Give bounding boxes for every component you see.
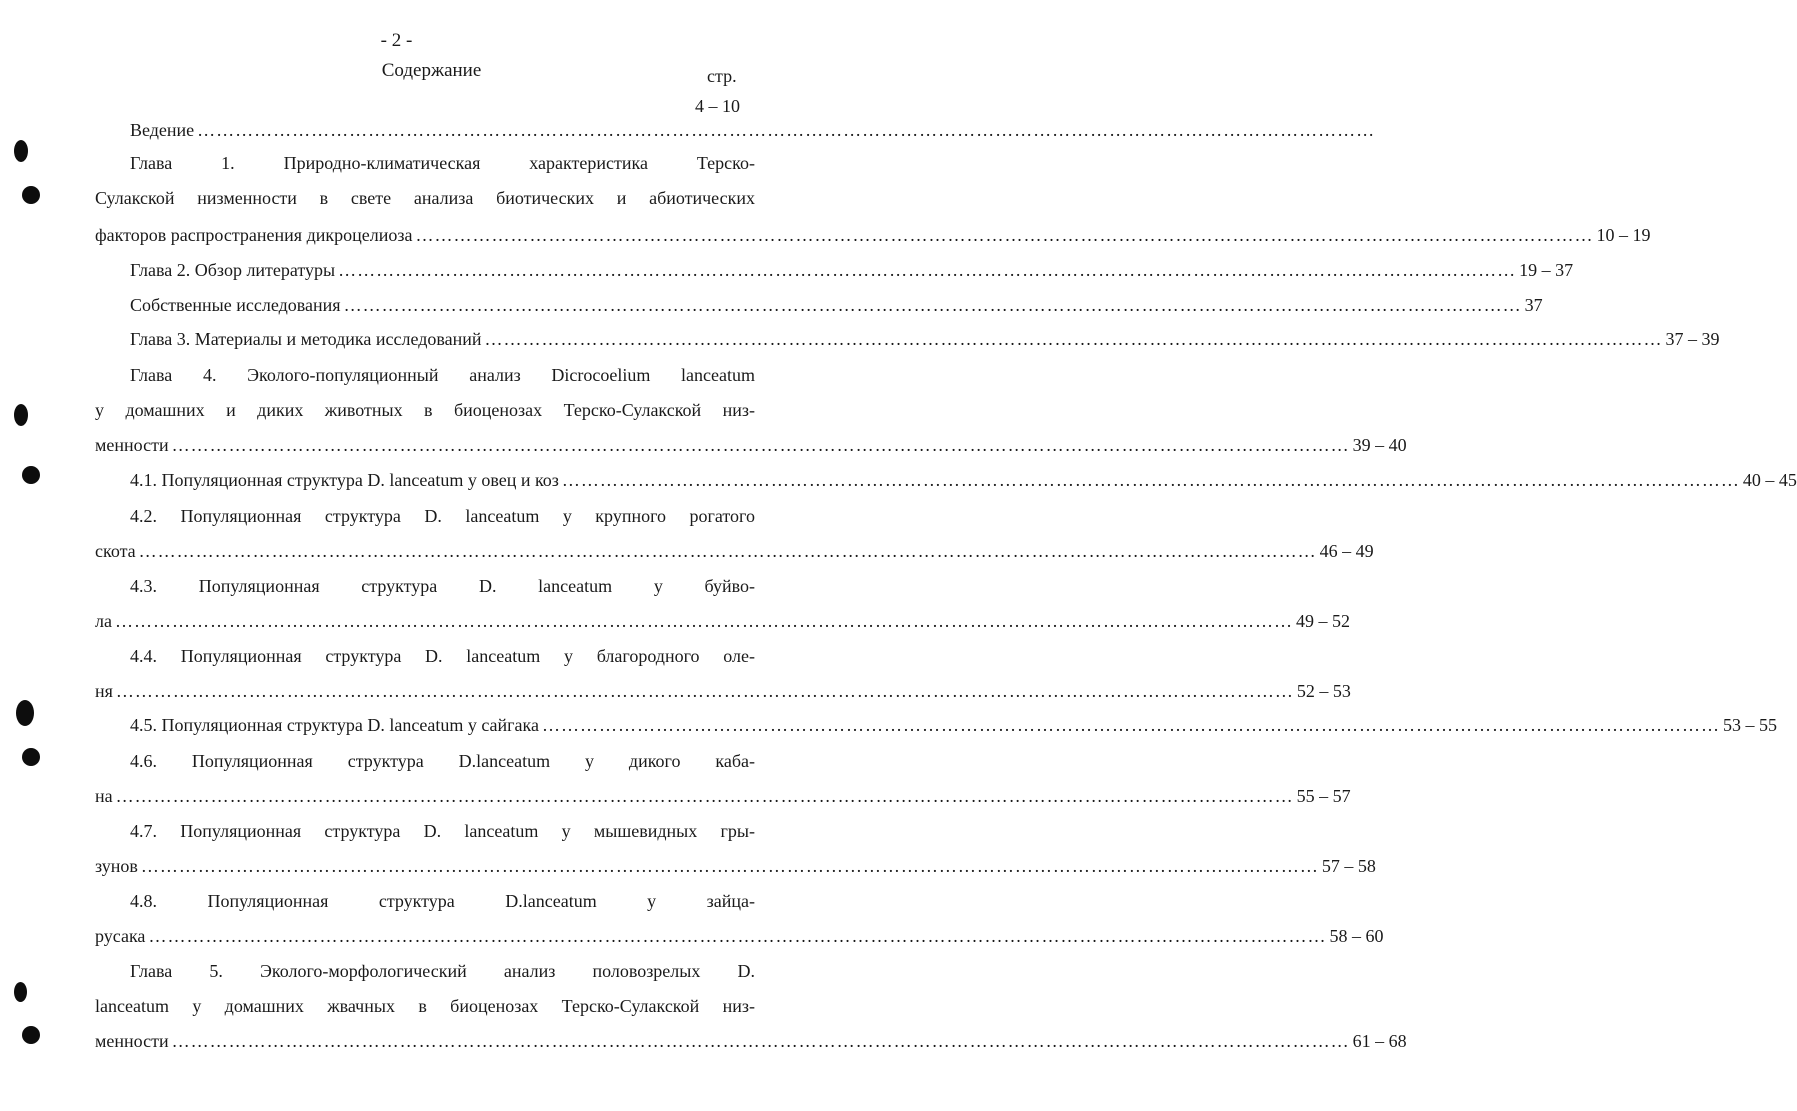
toc-leader: …………………………………………………………………………………………………………………………………………………………………… [561,470,1740,490]
toc-entry-text: менности [95,1031,169,1051]
toc-entry-chapter4-cont: у домашних и диких животных в биоценозах Терско-Сулакской низ- [95,400,755,420]
toc-leader: …………………………………………………………………………………………………………………………………………………………………… [171,1031,1350,1051]
toc-entry-chapter5: Глава 5. Эколого-морфологический анализ половозрелых D. [130,961,755,981]
toc-leader: …………………………………………………………………………………………………………………………………………………………………… [148,926,1327,946]
toc-entry-text: русака [95,926,146,946]
toc-page-ref: 55 – 57 [1296,786,1351,806]
toc-entry-4-7-end [95,853,1376,879]
toc-leader: …………………………………………………………………………………………………………………………………………………………………… [338,260,1517,280]
toc-entry-4-8: 4.8. Популяционная структура D.lanceatum у зайца- [130,891,755,911]
toc-entry-4-4: 4.4. Популяционная структура D. lanceatum у благородного оле- [130,646,755,666]
binder-hole [22,748,40,766]
toc-page-ref: 52 – 53 [1296,681,1351,701]
toc-page-ref: 10 – 19 [1596,225,1651,245]
toc-entry-text: Глава 2. Обзор литературы [130,260,336,280]
toc-entry-text: зунов [95,856,138,876]
toc-entry-own-research [130,292,1543,318]
toc-leader: …………………………………………………………………………………………………………………………………………………………………… [197,120,1376,140]
toc-entry-text: Глава 3. Материалы и методика исследований [130,329,482,349]
page-number: - 2 - [380,30,413,51]
binder-hole [22,466,40,484]
toc-leader: …………………………………………………………………………………………………………………………………………………………………… [114,611,1293,631]
toc-entry-chapter1: Глава 1. Природно-климатическая характеристика Терско- [130,153,755,173]
toc-leader: …………………………………………………………………………………………………………………………………………………………………… [171,435,1350,455]
toc-leader: …………………………………………………………………………………………………………………………………………………………………… [140,856,1319,876]
binder-hole [22,1026,40,1044]
page-title: Содержание [381,60,482,81]
toc-entry-text: 4.1. Популяционная структура D. lanceatum у овец и коз [130,470,559,490]
toc-page-ref: 40 – 45 [1742,470,1797,490]
toc-entry-4-6: 4.6. Популяционная структура D.lanceatum у дикого каба- [130,751,755,771]
toc-page-ref: 4 – 10 [695,96,740,116]
binder-hole [16,700,34,726]
binder-hole [14,982,27,1002]
toc-entry-chapter1-end [95,222,1651,248]
toc-leader: …………………………………………………………………………………………………………………………………………………………………… [115,786,1294,806]
toc-entry-4-3-end [95,608,1350,634]
toc-page-ref: 49 – 52 [1295,611,1350,631]
toc-entry-4-8-end [95,923,1384,949]
toc-entry-4-2-end [95,538,1374,564]
toc-entry-text: ня [95,681,113,701]
binder-hole [14,404,28,426]
toc-page-ref: 39 – 40 [1352,435,1407,455]
toc-entry-4-5 [130,712,1777,738]
binder-hole [14,140,28,162]
toc-entry-chapter5-cont: lanceatum у домашних жвачных в биоценозах Терско-Сулакской низ- [95,996,755,1016]
toc-entry-chapter3 [130,326,1720,352]
toc-entry-4-2: 4.2. Популяционная структура D. lanceatum у крупного рогатого [130,506,755,526]
toc-entry-4-6-end [95,783,1351,809]
binder-hole [22,186,40,204]
toc-entry-text: 4.5. Популяционная структура D. lanceatum у сайгака [130,715,539,735]
page-column-label: стр. [707,66,737,86]
toc-page-ref: 53 – 55 [1723,715,1777,735]
toc-page-ref: 61 – 68 [1352,1031,1407,1051]
toc-entry-chapter5-end [95,1028,1407,1054]
toc-page-ref: 19 – 37 [1519,260,1574,280]
toc-entry-text: факторов распространения дикроцелиоза [95,225,413,245]
toc-entry-4-1 [130,467,1797,493]
toc-page-ref: 57 – 58 [1321,856,1376,876]
toc-entry-text: Собственные исследования [130,295,341,315]
toc-page-ref: 37 – 39 [1665,329,1720,349]
toc-entry-text: менности [95,435,169,455]
toc-leader: …………………………………………………………………………………………………………………………………………………………………… [138,541,1317,561]
toc-page-ref: 37 [1524,295,1543,315]
toc-entry-chapter1-cont: Сулакской низменности в свете анализа биотических и абиотических [95,188,755,208]
toc-entry-4-3: 4.3. Популяционная структура D. lanceatum у буйво- [130,576,755,596]
toc-entry-text: ла [95,611,112,631]
toc-entry-text: на [95,786,113,806]
toc-entry-4-7: 4.7. Популяционная структура D. lanceatum у мышевидных гры- [130,821,755,841]
toc-entry-text: Ведение [130,120,195,140]
toc-leader: …………………………………………………………………………………………………………………………………………………………………… [343,295,1522,315]
toc-leader: …………………………………………………………………………………………………………………………………………………………………… [542,715,1720,735]
toc-entry-chapter2 [130,257,1574,283]
toc-page-ref: 58 – 60 [1329,926,1384,946]
toc-leader: …………………………………………………………………………………………………………………………………………………………………… [484,329,1663,349]
toc-entry-text: скота [95,541,136,561]
toc-entry-4-4-end [95,678,1351,704]
toc-leader: …………………………………………………………………………………………………………………………………………………………………… [415,225,1594,245]
toc-entry-chapter4: Глава 4. Эколого-популяционный анализ Dicrocoelium lanceatum [130,365,755,385]
toc-entry-chapter4-end [95,432,1407,458]
toc-leader: …………………………………………………………………………………………………………………………………………………………………… [115,681,1294,701]
toc-page-ref: 46 – 49 [1319,541,1374,561]
toc-entry-intro [130,117,1376,143]
